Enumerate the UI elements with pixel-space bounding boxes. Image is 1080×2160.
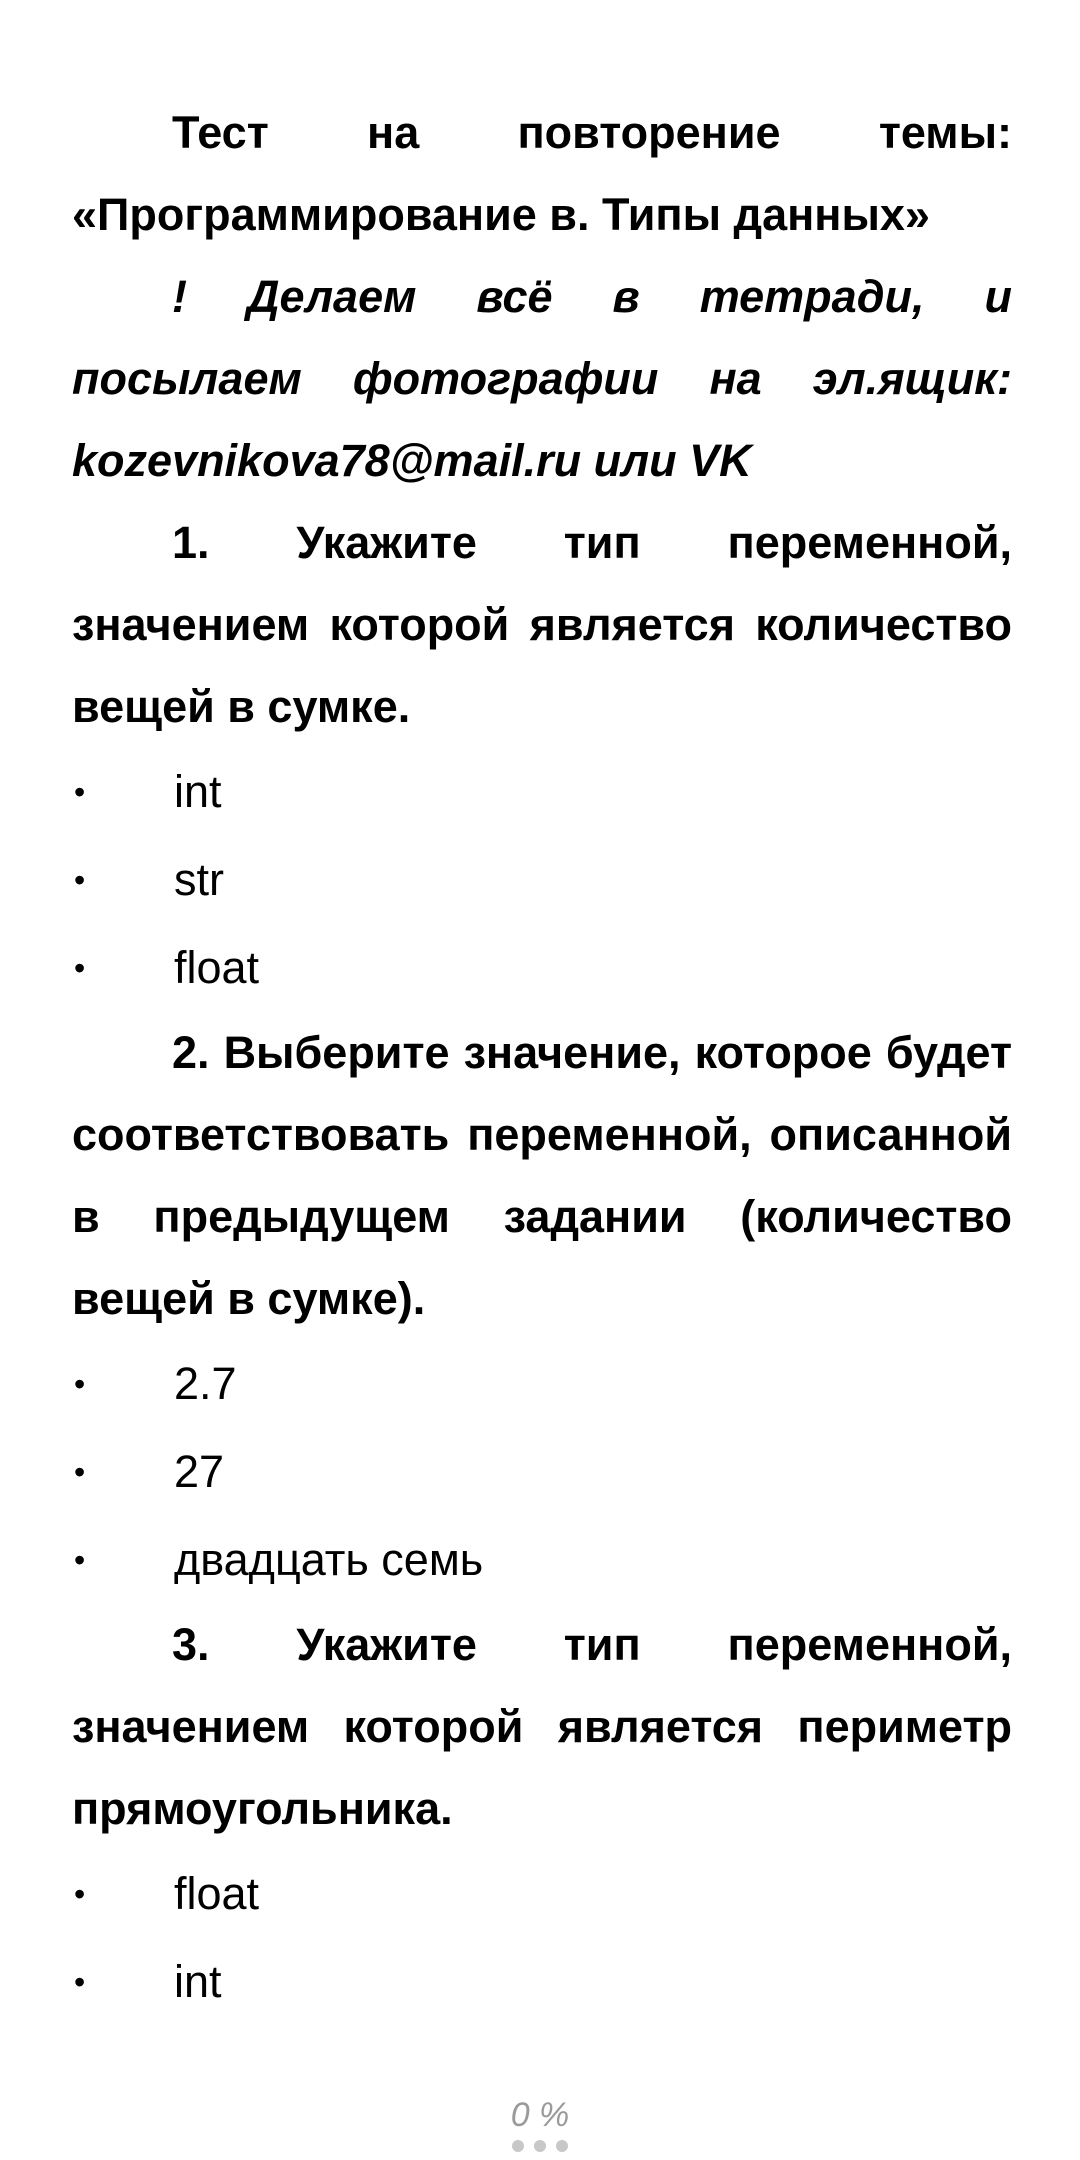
option-label: int — [174, 766, 222, 817]
option-item — [72, 836, 1012, 924]
question-2: 2. Выберите значение, которое будет соответствовать переменной, описанной в предыдущем задании (количество вещей в сумке). — [72, 1027, 1012, 1324]
option-item — [72, 1516, 1012, 1604]
option-item — [72, 748, 1012, 836]
bullet-icon: • — [74, 1454, 86, 1490]
question-1: 1. Укажите тип переменной, значением которой является количество вещей в сумке. — [72, 517, 1012, 732]
option-label: 27 — [174, 1446, 225, 1497]
instruction-text: ! Делаем всё в тетради, и посылаем фотографии на эл.ящик: kozevnikova78@mail.ru или VK — [72, 271, 1012, 486]
dot-icon — [556, 2140, 568, 2152]
option-label: int — [174, 1956, 222, 2007]
option-item — [72, 1850, 1012, 1938]
option-label: 2.7 — [174, 1358, 237, 1409]
reading-progress: 0 % — [510, 2096, 570, 2134]
bullet-icon: • — [74, 1876, 86, 1912]
option-item — [72, 1428, 1012, 1516]
document-title: Тест на повторение темы: «Программирование в. Типы данных» — [72, 107, 1012, 240]
bullet-icon: • — [74, 950, 86, 986]
option-label: двадцать семь — [174, 1534, 484, 1585]
dot-icon — [512, 2140, 524, 2152]
bullet-icon: • — [74, 1964, 86, 2000]
option-item — [72, 1938, 1012, 2026]
option-item — [72, 1340, 1012, 1428]
option-label: str — [174, 854, 224, 905]
bullet-icon: • — [74, 774, 86, 810]
dot-icon — [534, 2140, 546, 2152]
question-3: 3. Укажите тип переменной, значением которой является периметр прямоугольника. — [72, 1619, 1012, 1834]
option-label: float — [174, 942, 260, 993]
bullet-icon: • — [74, 862, 86, 898]
page-menu-dots[interactable] — [0, 2140, 1080, 2152]
document-page — [72, 92, 1012, 2026]
option-label: float — [174, 1868, 260, 1919]
option-item — [72, 924, 1012, 1012]
bullet-icon: • — [74, 1542, 86, 1578]
bullet-icon: • — [74, 1366, 86, 1402]
